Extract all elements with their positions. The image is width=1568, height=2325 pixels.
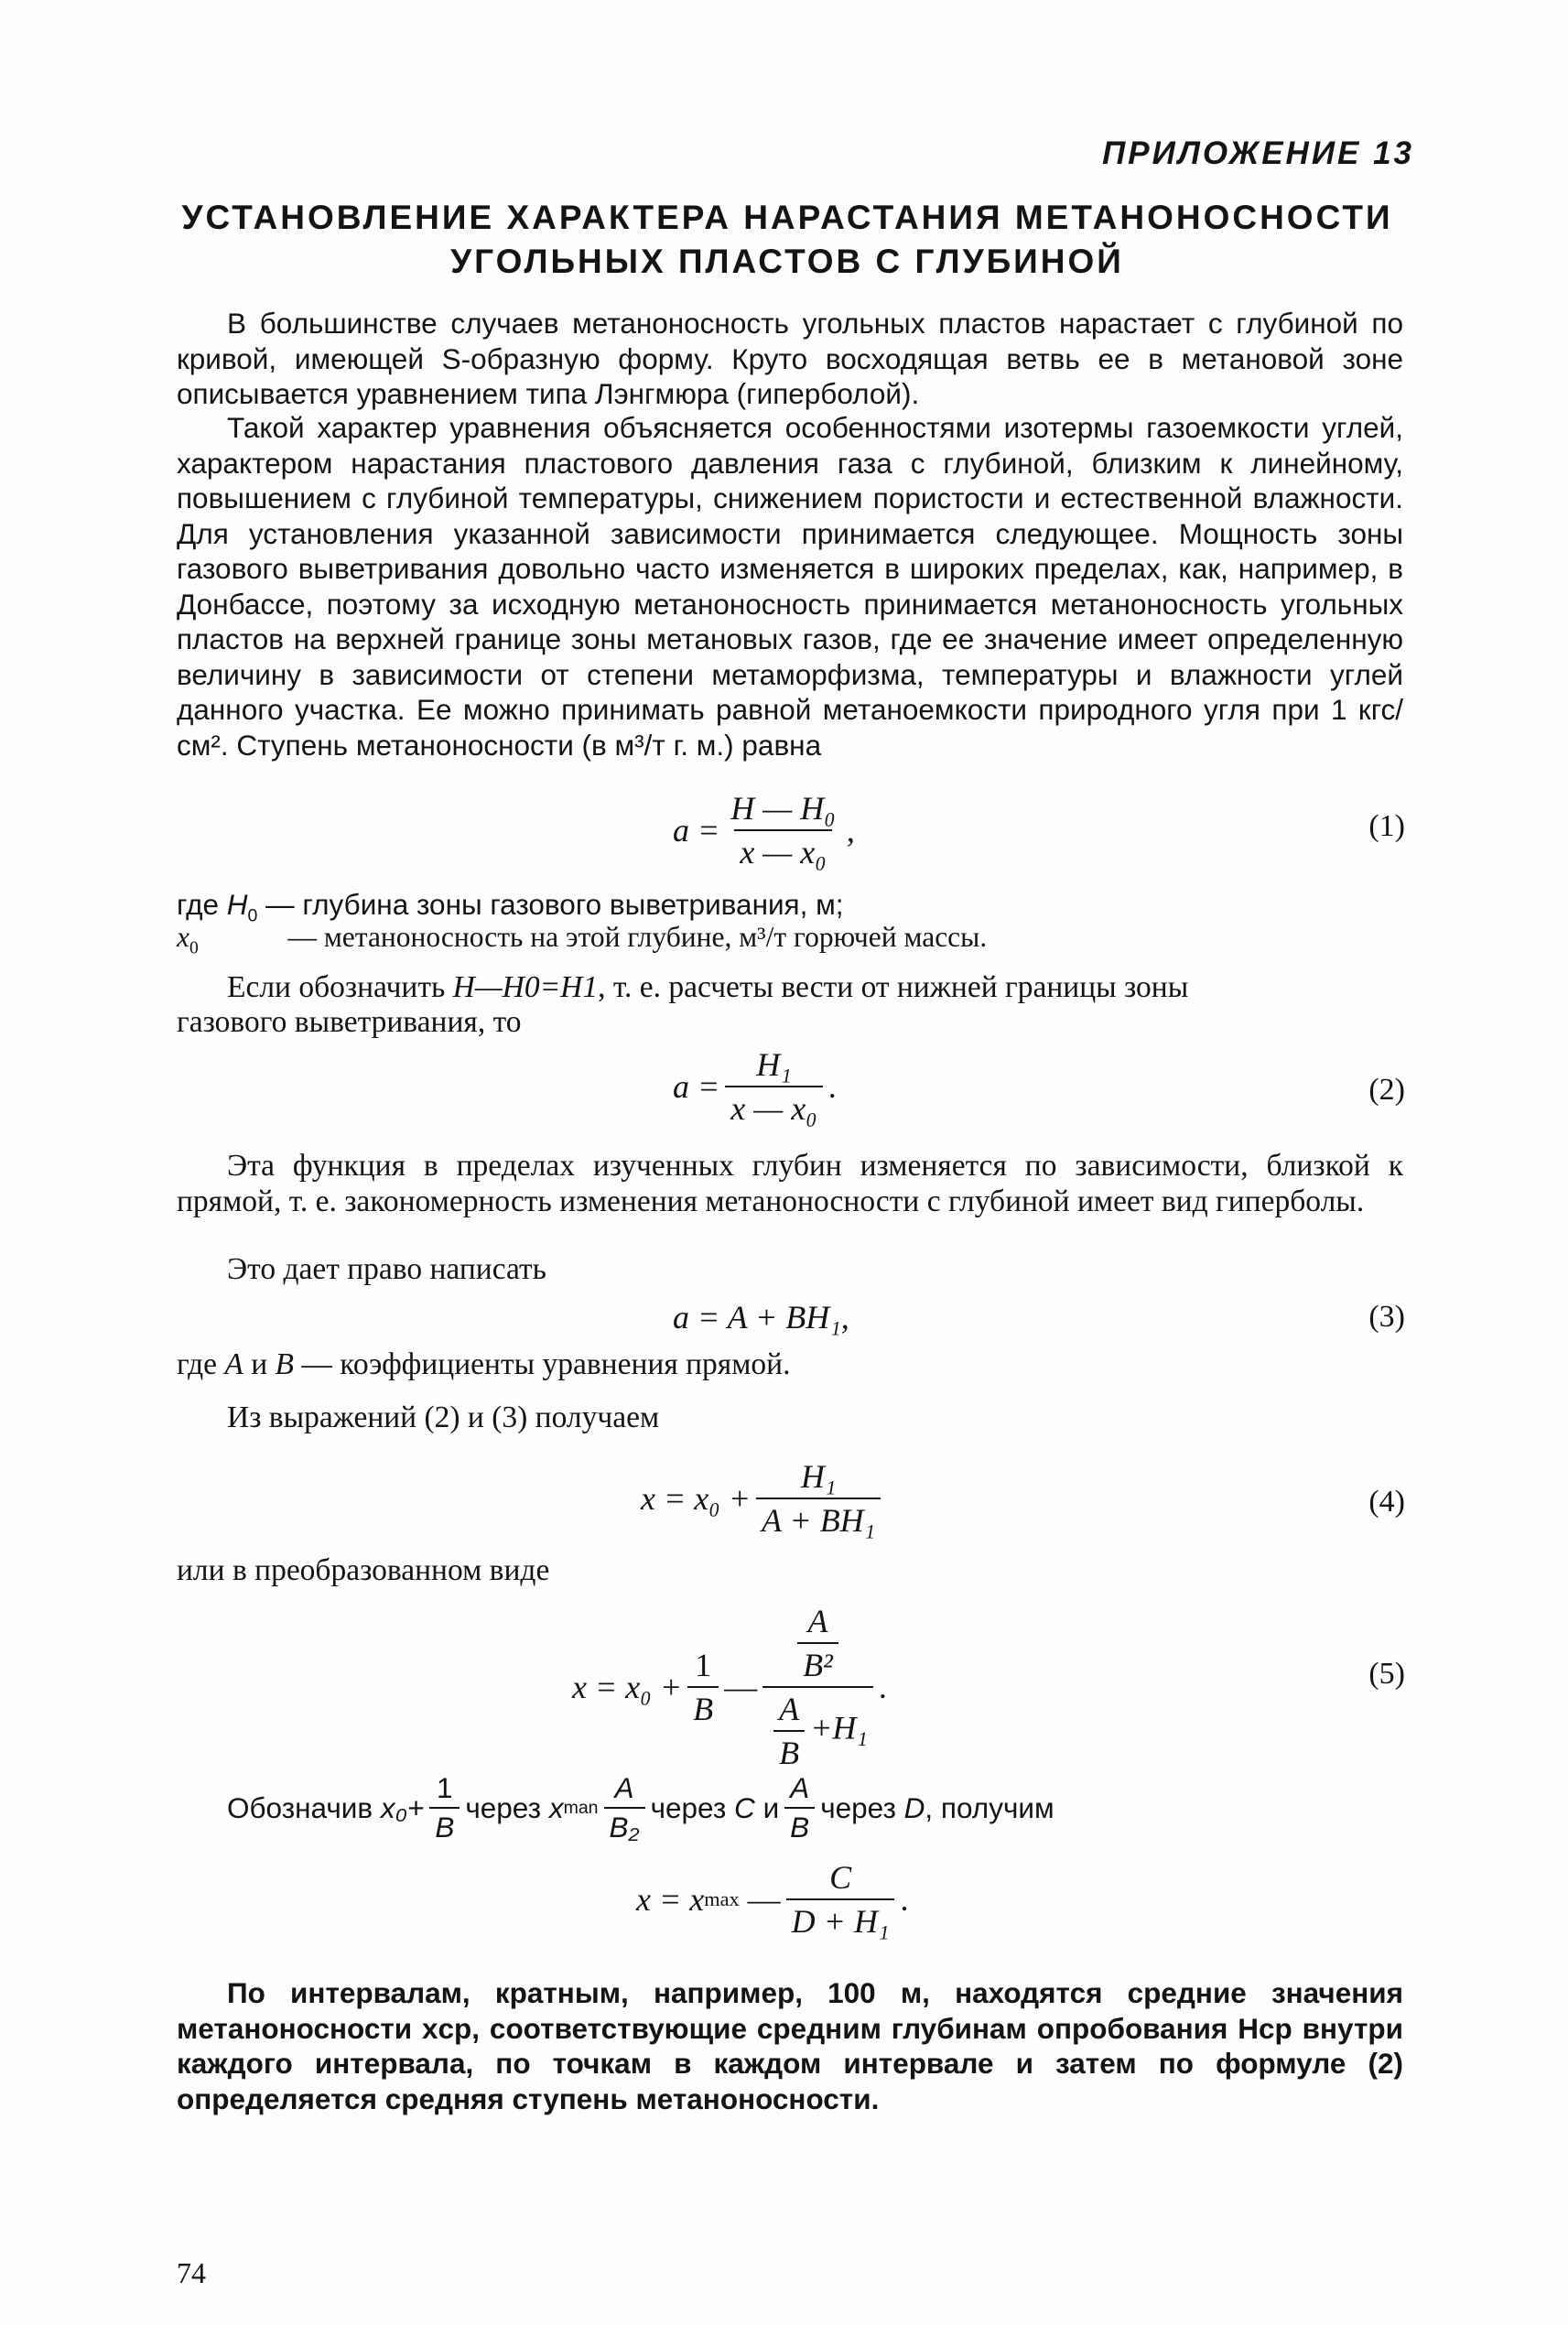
eq6-minus: — [747, 1881, 781, 1918]
paragraph-5: Это дает право написать [227, 1252, 546, 1286]
paragraph-9 [227, 1771, 1054, 1844]
eq5-minus: — [724, 1669, 758, 1705]
eq5-f2-num-fraction [797, 1602, 838, 1684]
eq5-f1-denominator: B [687, 1686, 719, 1728]
p9-text-f: , получим [925, 1790, 1054, 1824]
p9-f2-den: B₂ [604, 1807, 645, 1844]
eq5-f2-num-bottom: B² [797, 1642, 838, 1684]
eq4-denominator: A + BH₁ [756, 1498, 881, 1540]
paragraph-3-line-1 [227, 970, 1188, 1005]
legend-symbol-H-sub: 0 [247, 905, 258, 926]
eq2-lhs: a = [673, 1068, 720, 1105]
appendix-label: ПРИЛОЖЕНИЕ 13 [1102, 135, 1414, 171]
p9-x-sub: man [563, 1797, 599, 1818]
equation-2-number: (2) [1368, 1073, 1405, 1107]
legend-desc-1: — глубина зоны газового выветривания, м; [265, 888, 844, 921]
eq4-lhs: x = x₀ + [641, 1480, 752, 1517]
paragraph-6 [177, 1347, 790, 1382]
paragraph-1: В большинстве случаев метаноносность угольных пластов нарастает с глубиной по кривой, имеющей S-образную форму. Круто восходящая ветвь ее в метановой зоне описывается уравнением типа Лэнгмюра (гиперболой). [177, 307, 1403, 410]
p9-and: и [762, 1790, 780, 1824]
eq5-lhs: x = x₀ + [572, 1669, 683, 1705]
equation-5-number: (5) [1368, 1657, 1405, 1691]
eq3-text: a = A + BH₁, [673, 1299, 849, 1336]
eq6-fraction [786, 1858, 895, 1941]
legend-symbol-H: H [226, 888, 248, 921]
eq5-fraction-2 [762, 1602, 873, 1772]
p9-x0-plus: x₀+ [380, 1790, 425, 1824]
p6-symbol-B: B [275, 1347, 294, 1381]
legend-symbol-x-sub: 0 [189, 938, 199, 958]
eq6-numerator: C [829, 1859, 852, 1896]
eq1-numerator: H — H₀ [730, 790, 836, 827]
equation-6 [636, 1858, 908, 1941]
p9-f2-num: A [614, 1771, 634, 1804]
equation-3 [673, 1298, 849, 1336]
eq4-fraction [756, 1457, 881, 1540]
p9-fraction-A-over-B2 [604, 1771, 645, 1844]
p3-text-b: , т. е. расчеты вести от нижней границы зоны [598, 970, 1189, 1004]
p9-through-1: через [465, 1790, 542, 1824]
eq6-denominator: D + H₁ [786, 1898, 895, 1941]
eq5-f1-numerator: 1 [695, 1647, 712, 1683]
p9-f1-num: 1 [437, 1771, 453, 1804]
equation-3-number: (3) [1368, 1300, 1405, 1334]
equation-4 [641, 1457, 886, 1540]
equation-1-number: (1) [1368, 809, 1405, 843]
title-line-1: УСТАНОВЛЕНИЕ ХАРАКТЕРА НАРАСТАНИЯ МЕТАНОНОСНОСТИ [181, 199, 1393, 236]
eq6-lhs-sub: max [704, 1887, 740, 1910]
legend-where: где [177, 888, 219, 921]
p9-through-2: через [650, 1790, 727, 1824]
title-line-2: УГОЛЬНЫХ ПЛАСТОВ С ГЛУБИНОЙ [450, 243, 1124, 280]
eq5-f2-num-top: A [807, 1603, 828, 1639]
paragraph-4: Эта функция в пределах изученных глубин изменяется по зависимости, близкой к прямой, т. е. закономерность изменения метаноносности с глубиной имеет вид гиперболы. [177, 1149, 1403, 1218]
eq5-f2-den-bottom: B [773, 1730, 805, 1772]
paragraph-10: По интервалам, кратным, например, 100 м, находятся средние значения метаноносности xср, соответствующие средним глубинам опробования Hср внутри каждого интервала, по точкам в каждом интервале и затем по формуле (2) определяется средняя ступень метаноносности. [177, 1976, 1403, 2115]
eq6-lhs: x = x [636, 1881, 705, 1918]
p6-symbol-A: A [224, 1347, 243, 1381]
eq5-plus-h1: +H₁ [810, 1709, 868, 1746]
equation-5 [572, 1602, 887, 1772]
paragraph-8: или в преобразованном виде [177, 1553, 550, 1587]
eq1-denominator: x — x₀ [734, 829, 831, 871]
p6-where: где [177, 1347, 217, 1381]
p9-through-3: через [820, 1790, 896, 1824]
eq1-fraction [725, 789, 841, 871]
page-number: 74 [177, 2256, 206, 2289]
eq2-numerator: H₁ [756, 1046, 792, 1083]
p6-and: и [251, 1347, 268, 1381]
p9-f3-den: B [784, 1807, 815, 1844]
eq2-fraction [725, 1045, 822, 1128]
legend-line-2 [177, 921, 987, 958]
p9-fraction-1-over-B [429, 1771, 460, 1844]
equation-4-number: (4) [1368, 1485, 1405, 1519]
p9-x-symbol: x [548, 1790, 564, 1824]
eq6-tail: . [900, 1881, 909, 1918]
p9-text-a: Обозначив [227, 1790, 373, 1824]
paragraph-2: Такой характер уравнения объясняется особенностями изотермы газоемкости углей, характером нарастания пластового давления газа с глубиной, близким к линейному, повышением с глубиной температуры, снижением пористости и естественной влажности. Для установления указанной зависимости принимается следующее. Мощность зоны газового выветривания довольно часто изменяется в широких пределах, как, например, в Донбассе, поэтому за исходную метаноносность принимается метаноносность угольных пластов на верхней границе зоны метановых газов, где ее значение имеет определенную величину в зависимости от степени метаморфизма, температуры и влажности углей данного участка. Ее можно принимать равной метаноемкости природного угля при 1 кгс/см². Ступень метаноносности (в м³/т г. м.) равна [177, 411, 1403, 762]
eq1-lhs: a = [673, 812, 720, 849]
p9-symbol-C: C [734, 1790, 755, 1824]
eq1-tail: , [846, 812, 855, 849]
paragraph-3-line-2: газового выветривания, то [177, 1005, 522, 1039]
p9-f3-num: A [790, 1771, 810, 1804]
p3-text-a: Если обозначить [227, 970, 446, 1004]
eq2-denominator: x — x₀ [725, 1086, 822, 1128]
eq5-f2-den-top: A [779, 1691, 800, 1727]
eq5-f2-denominator [762, 1686, 873, 1772]
eq5-tail: . [878, 1669, 887, 1705]
eq2-tail: . [827, 1068, 837, 1105]
eq5-fraction-1 [687, 1646, 719, 1728]
legend-symbol-x: x [177, 921, 189, 953]
p9-fraction-A-over-B [784, 1771, 815, 1844]
page-title [174, 196, 1400, 284]
legend-desc-2: — метаноносность на этой глубине, м³/т горючей массы. [287, 921, 988, 953]
eq5-f2-den-fraction [773, 1690, 805, 1772]
paragraph-7: Из выражений (2) и (3) получаем [227, 1400, 660, 1434]
p9-symbol-D: D [903, 1790, 925, 1824]
eq5-f2-numerator [786, 1602, 849, 1686]
eq4-numerator: H₁ [800, 1458, 837, 1495]
equation-1 [673, 789, 855, 871]
equation-2 [673, 1045, 837, 1128]
p6-desc: — коэффициенты уравнения прямой. [301, 1347, 791, 1381]
p3-inline-equation: H—H0=H1 [452, 970, 599, 1004]
p9-f1-den: B [429, 1807, 460, 1844]
